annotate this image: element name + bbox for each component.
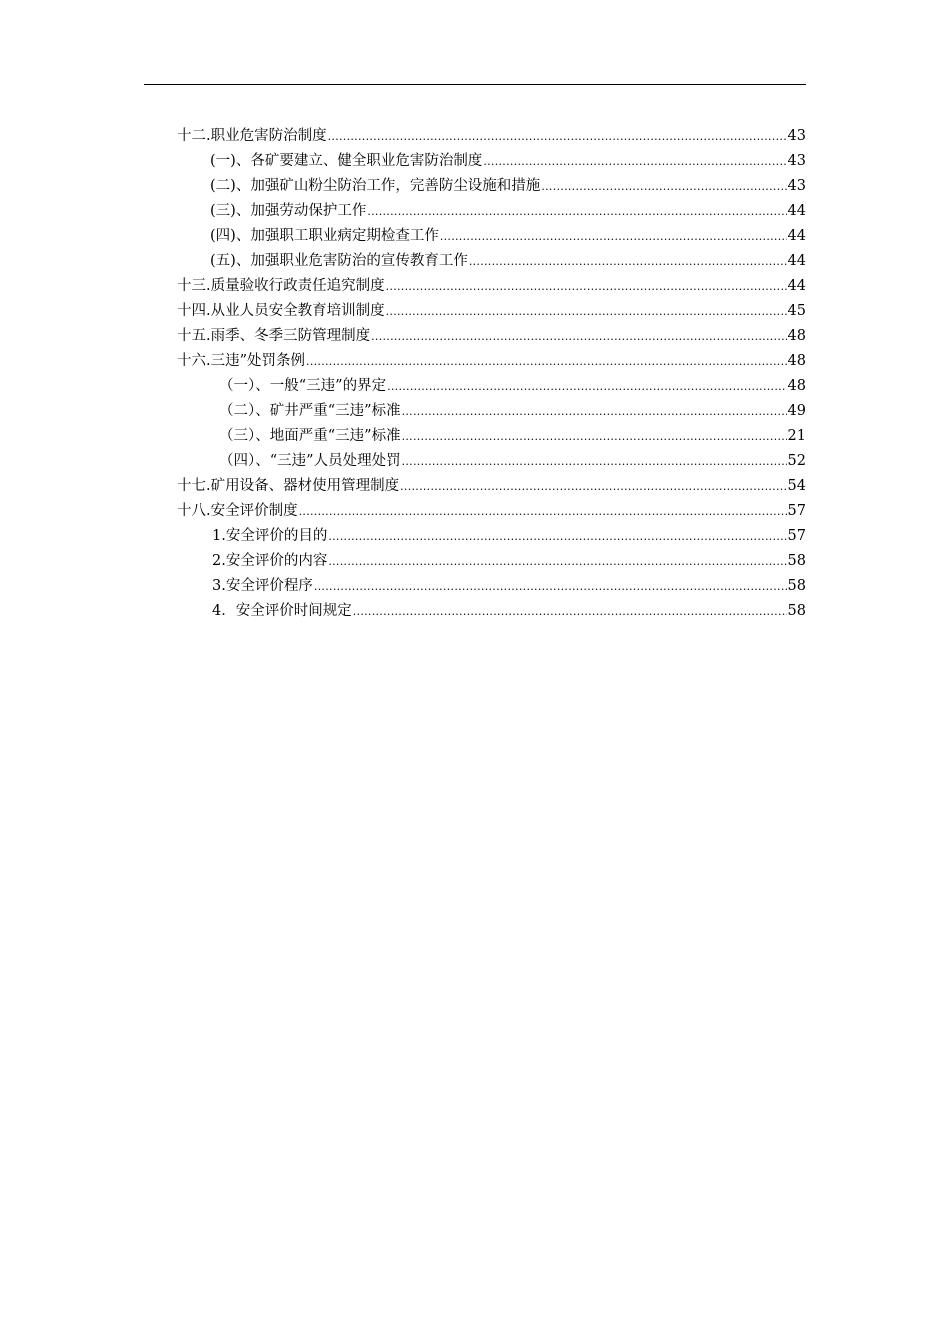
toc-dot-leader bbox=[402, 449, 787, 474]
toc-entry-page: 21 bbox=[787, 428, 806, 444]
toc-dot-leader bbox=[387, 374, 786, 399]
toc-entry[interactable] bbox=[177, 299, 806, 324]
toc-entry[interactable] bbox=[177, 424, 806, 449]
toc-entry[interactable] bbox=[177, 149, 806, 174]
toc-entry[interactable] bbox=[177, 274, 806, 299]
toc-entry-title: （三）、地面严重“三违”标准 bbox=[219, 428, 401, 444]
toc-entry-page: 58 bbox=[787, 578, 806, 594]
toc-entry-title: （一）、一般“三违”的界定 bbox=[219, 378, 387, 394]
toc-entry-title: 十二.职业危害防治制度 bbox=[177, 128, 327, 144]
toc-entry-title: 十三.质量验收行政责任追究制度 bbox=[177, 278, 385, 294]
toc-entry-title: 3.安全评价程序 bbox=[212, 578, 313, 594]
table-of-contents bbox=[177, 124, 806, 624]
toc-entry-title: 2.安全评价的内容 bbox=[212, 553, 328, 569]
toc-entry-title: （二）、矿井严重“三违”标准 bbox=[219, 403, 401, 419]
toc-dot-leader bbox=[400, 474, 786, 499]
toc-dot-leader bbox=[483, 149, 786, 174]
toc-entry[interactable] bbox=[177, 324, 806, 349]
toc-entry-title: 十五.雨季、冬季三防管理制度 bbox=[177, 328, 371, 344]
toc-entry-page: 45 bbox=[787, 303, 806, 319]
toc-dot-leader bbox=[328, 124, 787, 149]
toc-dot-leader bbox=[314, 574, 787, 599]
toc-entry[interactable] bbox=[177, 199, 806, 224]
toc-entry-page: 44 bbox=[787, 203, 806, 219]
toc-entry[interactable] bbox=[177, 224, 806, 249]
toc-dot-leader bbox=[328, 524, 786, 549]
toc-entry[interactable] bbox=[177, 374, 806, 399]
toc-dot-leader bbox=[299, 499, 787, 524]
toc-entry-title: 4．安全评价时间规定 bbox=[212, 603, 352, 619]
toc-entry-title: (二)、加强矿山粉尘防治工作，完善防尘设施和措施 bbox=[210, 178, 541, 194]
toc-entry[interactable] bbox=[177, 474, 806, 499]
toc-dot-leader bbox=[402, 399, 787, 424]
toc-entry-page: 43 bbox=[787, 153, 806, 169]
toc-entry-page: 49 bbox=[787, 403, 806, 419]
toc-dot-leader bbox=[371, 324, 786, 349]
toc-entry-page: 48 bbox=[787, 378, 806, 394]
toc-entry-title: 1.安全评价的目的 bbox=[212, 528, 328, 544]
toc-entry-page: 48 bbox=[787, 353, 806, 369]
toc-entry-title: (五)、加强职业危害防治的宣传教育工作 bbox=[210, 253, 468, 269]
toc-entry[interactable] bbox=[177, 399, 806, 424]
toc-dot-leader bbox=[402, 424, 787, 449]
toc-entry-title: (三)、加强劳动保护工作 bbox=[210, 203, 367, 219]
toc-entry[interactable] bbox=[177, 449, 806, 474]
toc-entry[interactable] bbox=[177, 499, 806, 524]
toc-entry[interactable] bbox=[177, 549, 806, 574]
toc-entry-page: 57 bbox=[787, 528, 806, 544]
toc-dot-leader bbox=[386, 299, 787, 324]
toc-entry[interactable] bbox=[177, 599, 806, 624]
toc-dot-leader bbox=[367, 199, 786, 224]
toc-dot-leader bbox=[353, 599, 787, 624]
toc-entry-page: 44 bbox=[787, 253, 806, 269]
toc-entry-title: 十六.三违”处罚条例 bbox=[177, 353, 306, 369]
toc-entry[interactable] bbox=[177, 349, 806, 374]
toc-entry-page: 58 bbox=[787, 603, 806, 619]
toc-dot-leader bbox=[386, 274, 787, 299]
toc-entry[interactable] bbox=[177, 249, 806, 274]
toc-entry-title: 十八.安全评价制度 bbox=[177, 503, 298, 519]
toc-entry-page: 48 bbox=[787, 328, 806, 344]
toc-entry-title: 十四.从业人员安全教育培训制度 bbox=[177, 303, 385, 319]
toc-dot-leader bbox=[440, 224, 787, 249]
toc-entry-page: 43 bbox=[787, 178, 806, 194]
toc-dot-leader bbox=[469, 249, 787, 274]
toc-entry[interactable] bbox=[177, 174, 806, 199]
toc-entry-page: 44 bbox=[787, 278, 806, 294]
toc-entry-page: 44 bbox=[787, 228, 806, 244]
toc-entry-title: (四)、加强职工职业病定期检查工作 bbox=[210, 228, 439, 244]
toc-entry[interactable] bbox=[177, 124, 806, 149]
toc-entry-page: 57 bbox=[787, 503, 806, 519]
toc-entry-page: 58 bbox=[787, 553, 806, 569]
toc-entry[interactable] bbox=[177, 574, 806, 599]
toc-entry-title: 十七.矿用设备、器材使用管理制度 bbox=[177, 478, 400, 494]
toc-entry[interactable] bbox=[177, 524, 806, 549]
toc-entry-page: 54 bbox=[787, 478, 806, 494]
toc-entry-title: (一)、各矿要建立、健全职业危害防治制度 bbox=[210, 153, 483, 169]
toc-entry-title: （四）、“三违”人员处理处罚 bbox=[219, 453, 401, 469]
toc-entry-page: 52 bbox=[787, 453, 806, 469]
toc-dot-leader bbox=[306, 349, 787, 374]
toc-dot-leader bbox=[541, 174, 786, 199]
toc-dot-leader bbox=[328, 549, 786, 574]
header-rule bbox=[144, 84, 806, 85]
toc-entry-page: 43 bbox=[787, 128, 806, 144]
